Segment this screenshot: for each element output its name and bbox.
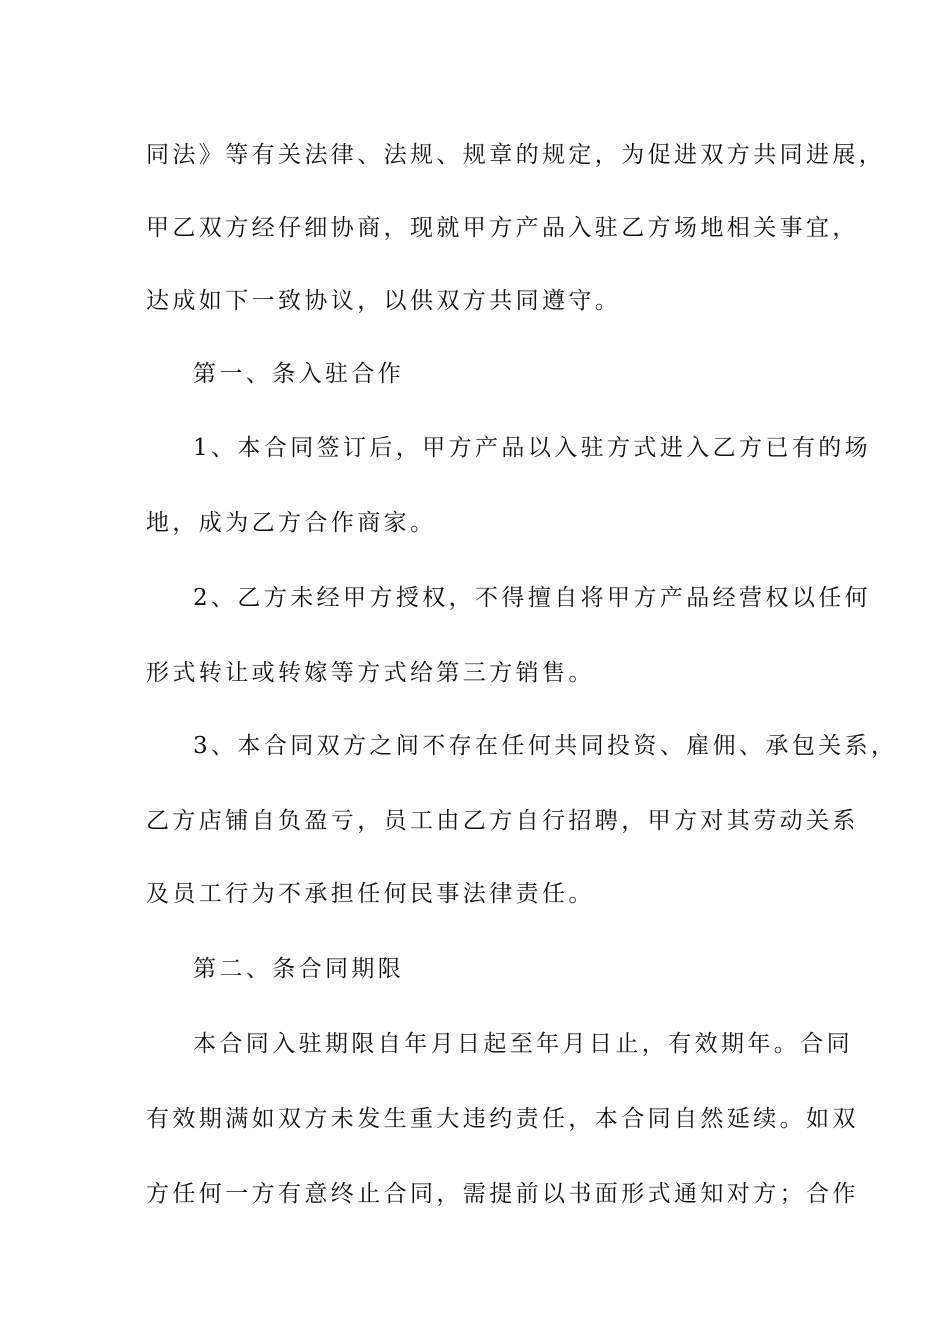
section-heading-2: 第二、条合同期限 <box>193 956 405 982</box>
section-heading-1: 第一、条入驻合作 <box>193 361 405 387</box>
text-line-8: 形式转让或转嫁等方式给第三方销售。 <box>146 660 595 686</box>
text-line-9: 3、本合同双方之间不存在任何共同投资、雇佣、承包关系， <box>193 733 898 759</box>
text-line-2: 甲乙双方经仔细协商，现就甲方产品入驻乙方场地相关事宜， <box>146 215 859 241</box>
text-line-3: 达成如下一致协议，以供双方共同遵守。 <box>146 288 622 314</box>
text-line-10: 乙方店铺自负盈亏，员工由乙方自行招聘，甲方对其劳动关系 <box>146 808 859 834</box>
text-line-14: 有效期满如双方未发生重大违约责任，本合同自然延续。如双 <box>146 1106 859 1132</box>
text-line-11: 及员工行为不承担任何民事法律责任。 <box>146 881 595 907</box>
text-line-1: 同法》等有关法律、法规、规章的规定，为促进双方共同进展， <box>146 142 886 168</box>
text-line-5: 1、本合同签订后，甲方产品以入驻方式进入乙方已有的场 <box>193 435 872 461</box>
text-line-6: 地，成为乙方合作商家。 <box>146 510 437 536</box>
text-line-7: 2、乙方未经甲方授权，不得擅自将甲方产品经营权以任何 <box>193 585 872 611</box>
text-line-13: 本合同入驻期限自年月日起至年月日止，有效期年。合同 <box>193 1031 853 1057</box>
text-line-15: 方任何一方有意终止合同，需提前以书面形式通知对方；合作 <box>146 1181 859 1207</box>
